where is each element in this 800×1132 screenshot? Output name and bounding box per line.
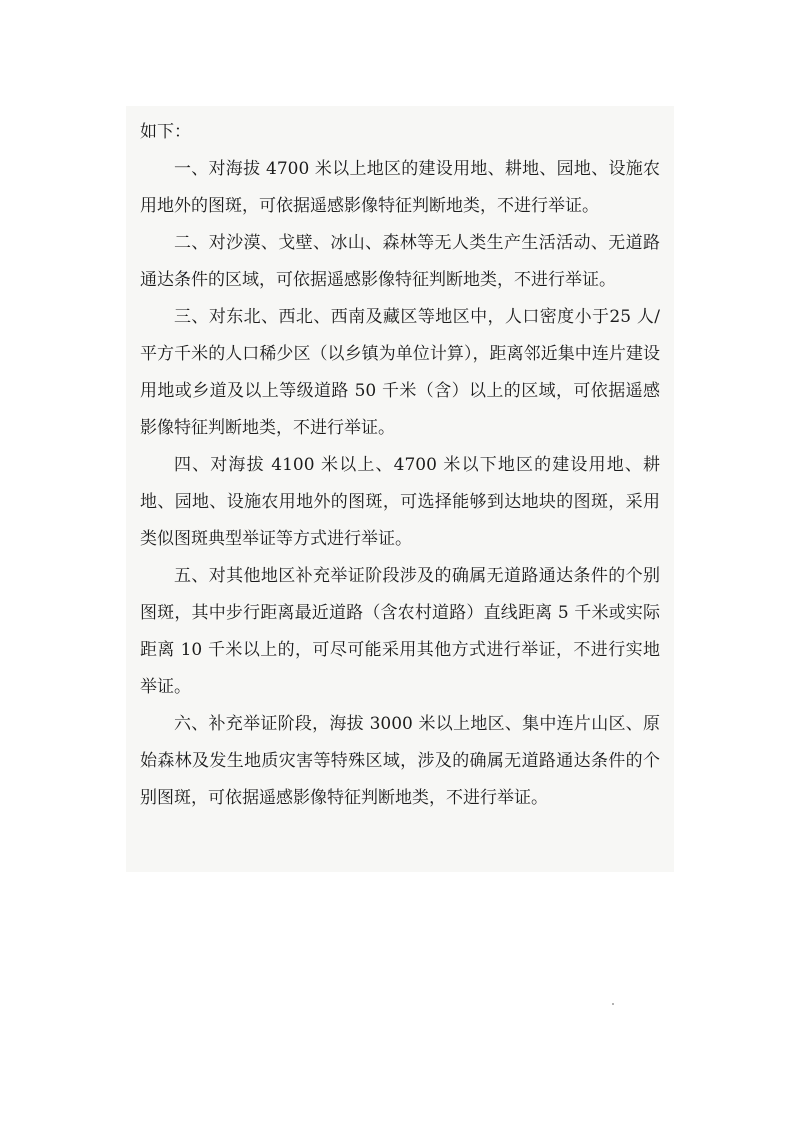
paragraph-1: 一、对海拔 4700 米以上地区的建设用地、耕地、园地、设施农用地外的图斑，可依据遥感影像特征判断地类，不进行举证。 — [140, 159, 660, 216]
paragraph-4: 四、对海拔 4100 米以上、4700 米以下地区的建设用地、耕地、园地、设施农用地外的图斑，可选择能够到达地块的图斑，采用类似图斑典型举证等方式进行举证。 — [140, 455, 660, 549]
intro-line: 如下： — [140, 122, 191, 142]
paragraph-2: 二、对沙漠、戈壁、冰山、森林等无人类生产生活活动、无道路通达条件的区域，可依据遥感影像特征判断地类，不进行举证。 — [140, 233, 660, 290]
paragraph-5: 五、对其他地区补充举证阶段涉及的确属无道路通达条件的个别图斑，其中步行距离最近道路（含农村道路）直线距离 5 千米或实际距离 10 千米以上的，可尽可能采用其他方式进行举证，不进行实地举证。 — [140, 566, 660, 697]
paragraph-6: 六、补充举证阶段，海拔 3000 米以上地区、集中连片山区、原始森林及发生地质灾害等特殊区域，涉及的确属无道路通达条件的个别图斑，可依据遥感影像特征判断地类，不进行举证。 — [140, 714, 660, 808]
scan-speck — [612, 1003, 614, 1005]
document-body — [140, 114, 660, 817]
paragraph-3: 三、对东北、西北、西南及藏区等地区中，人口密度小于25 人/平方千米的人口稀少区（以乡镇为单位计算），距离邻近集中连片建设用地或乡道及以上等级道路 50 千米（含）以上的区域，可依据遥感影像特征判断地类，不进行举证。 — [140, 307, 660, 438]
